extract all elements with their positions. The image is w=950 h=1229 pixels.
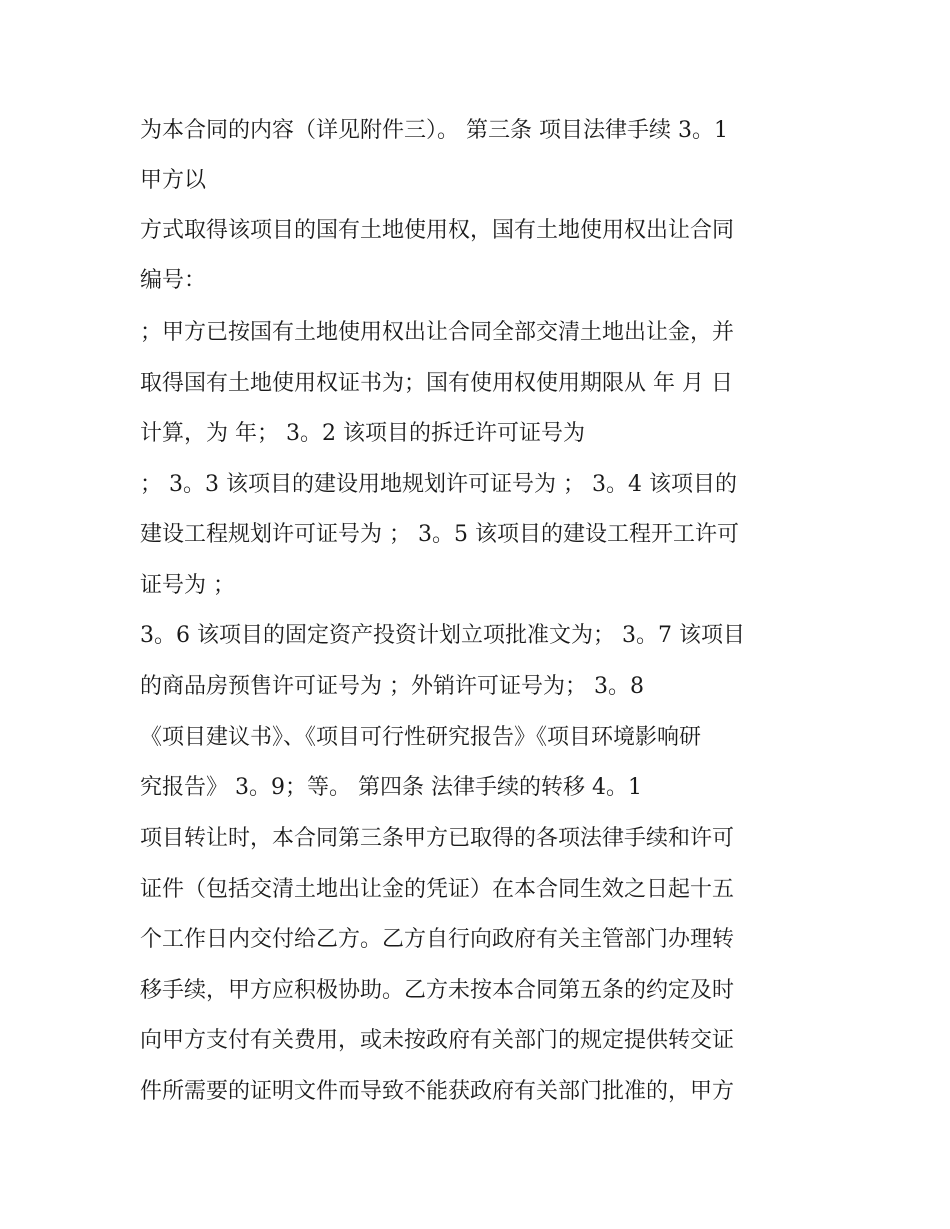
text-line: 究报告》 3。9；等。 第四条 法律手续的转移 4。1 xyxy=(140,775,642,800)
text-line: 取得国有土地使用权证书为；国有使用权使用期限从 年 月 日 xyxy=(140,371,733,396)
text-line: 个工作日内交付给乙方。乙方自行向政府有关主管部门办理转 xyxy=(140,927,735,952)
text-line: 为本合同的内容（详见附件三）。 第三条 项目法律手续 3。1 xyxy=(140,118,728,143)
text-line: 《项目建议书》、《项目可行性研究报告》《项目环境影响研 xyxy=(140,725,702,750)
text-line: 项目转让时，本合同第三条甲方已取得的各项法律手续和许可 xyxy=(140,826,735,851)
text-line: 向甲方支付有关费用，或未按政府有关部门的规定提供转交证 xyxy=(140,1028,735,1053)
text-line: 甲方以 xyxy=(140,168,207,193)
text-line: 方式取得该项目的国有土地使用权，国有土地使用权出让合同 xyxy=(140,218,735,243)
text-line: 证件（包括交清土地出让金的凭证）在本合同生效之日起十五 xyxy=(140,877,735,902)
text-line: 建设工程规划许可证号为 ； 3。5 该项目的建设工程开工许可 xyxy=(140,522,739,547)
text-line: 编号： xyxy=(140,268,207,293)
text-line: 移手续，甲方应积极协助。乙方未按本合同第五条的约定及时 xyxy=(140,978,735,1003)
text-line: 件所需要的证明文件而导致不能获政府有关部门批准的，甲方 xyxy=(140,1079,735,1104)
text-line: ； 3。3 该项目的建设用地规划许可证号为 ； 3。4 该项目的 xyxy=(140,472,737,497)
text-line: ；甲方已按国有土地使用权出让合同全部交清土地出让金，并 xyxy=(140,320,735,345)
text-line: 计算，为 年； 3。2 该项目的拆迁许可证号为 xyxy=(140,421,585,446)
text-line: 证号为 ； xyxy=(140,573,235,598)
text-line: 的商品房预售许可证号为 ；外销许可证号为； 3。8 xyxy=(140,674,644,699)
text-line: 3。6 该项目的固定资产投资计划立项批准文为； 3。7 该项目 xyxy=(140,623,745,648)
